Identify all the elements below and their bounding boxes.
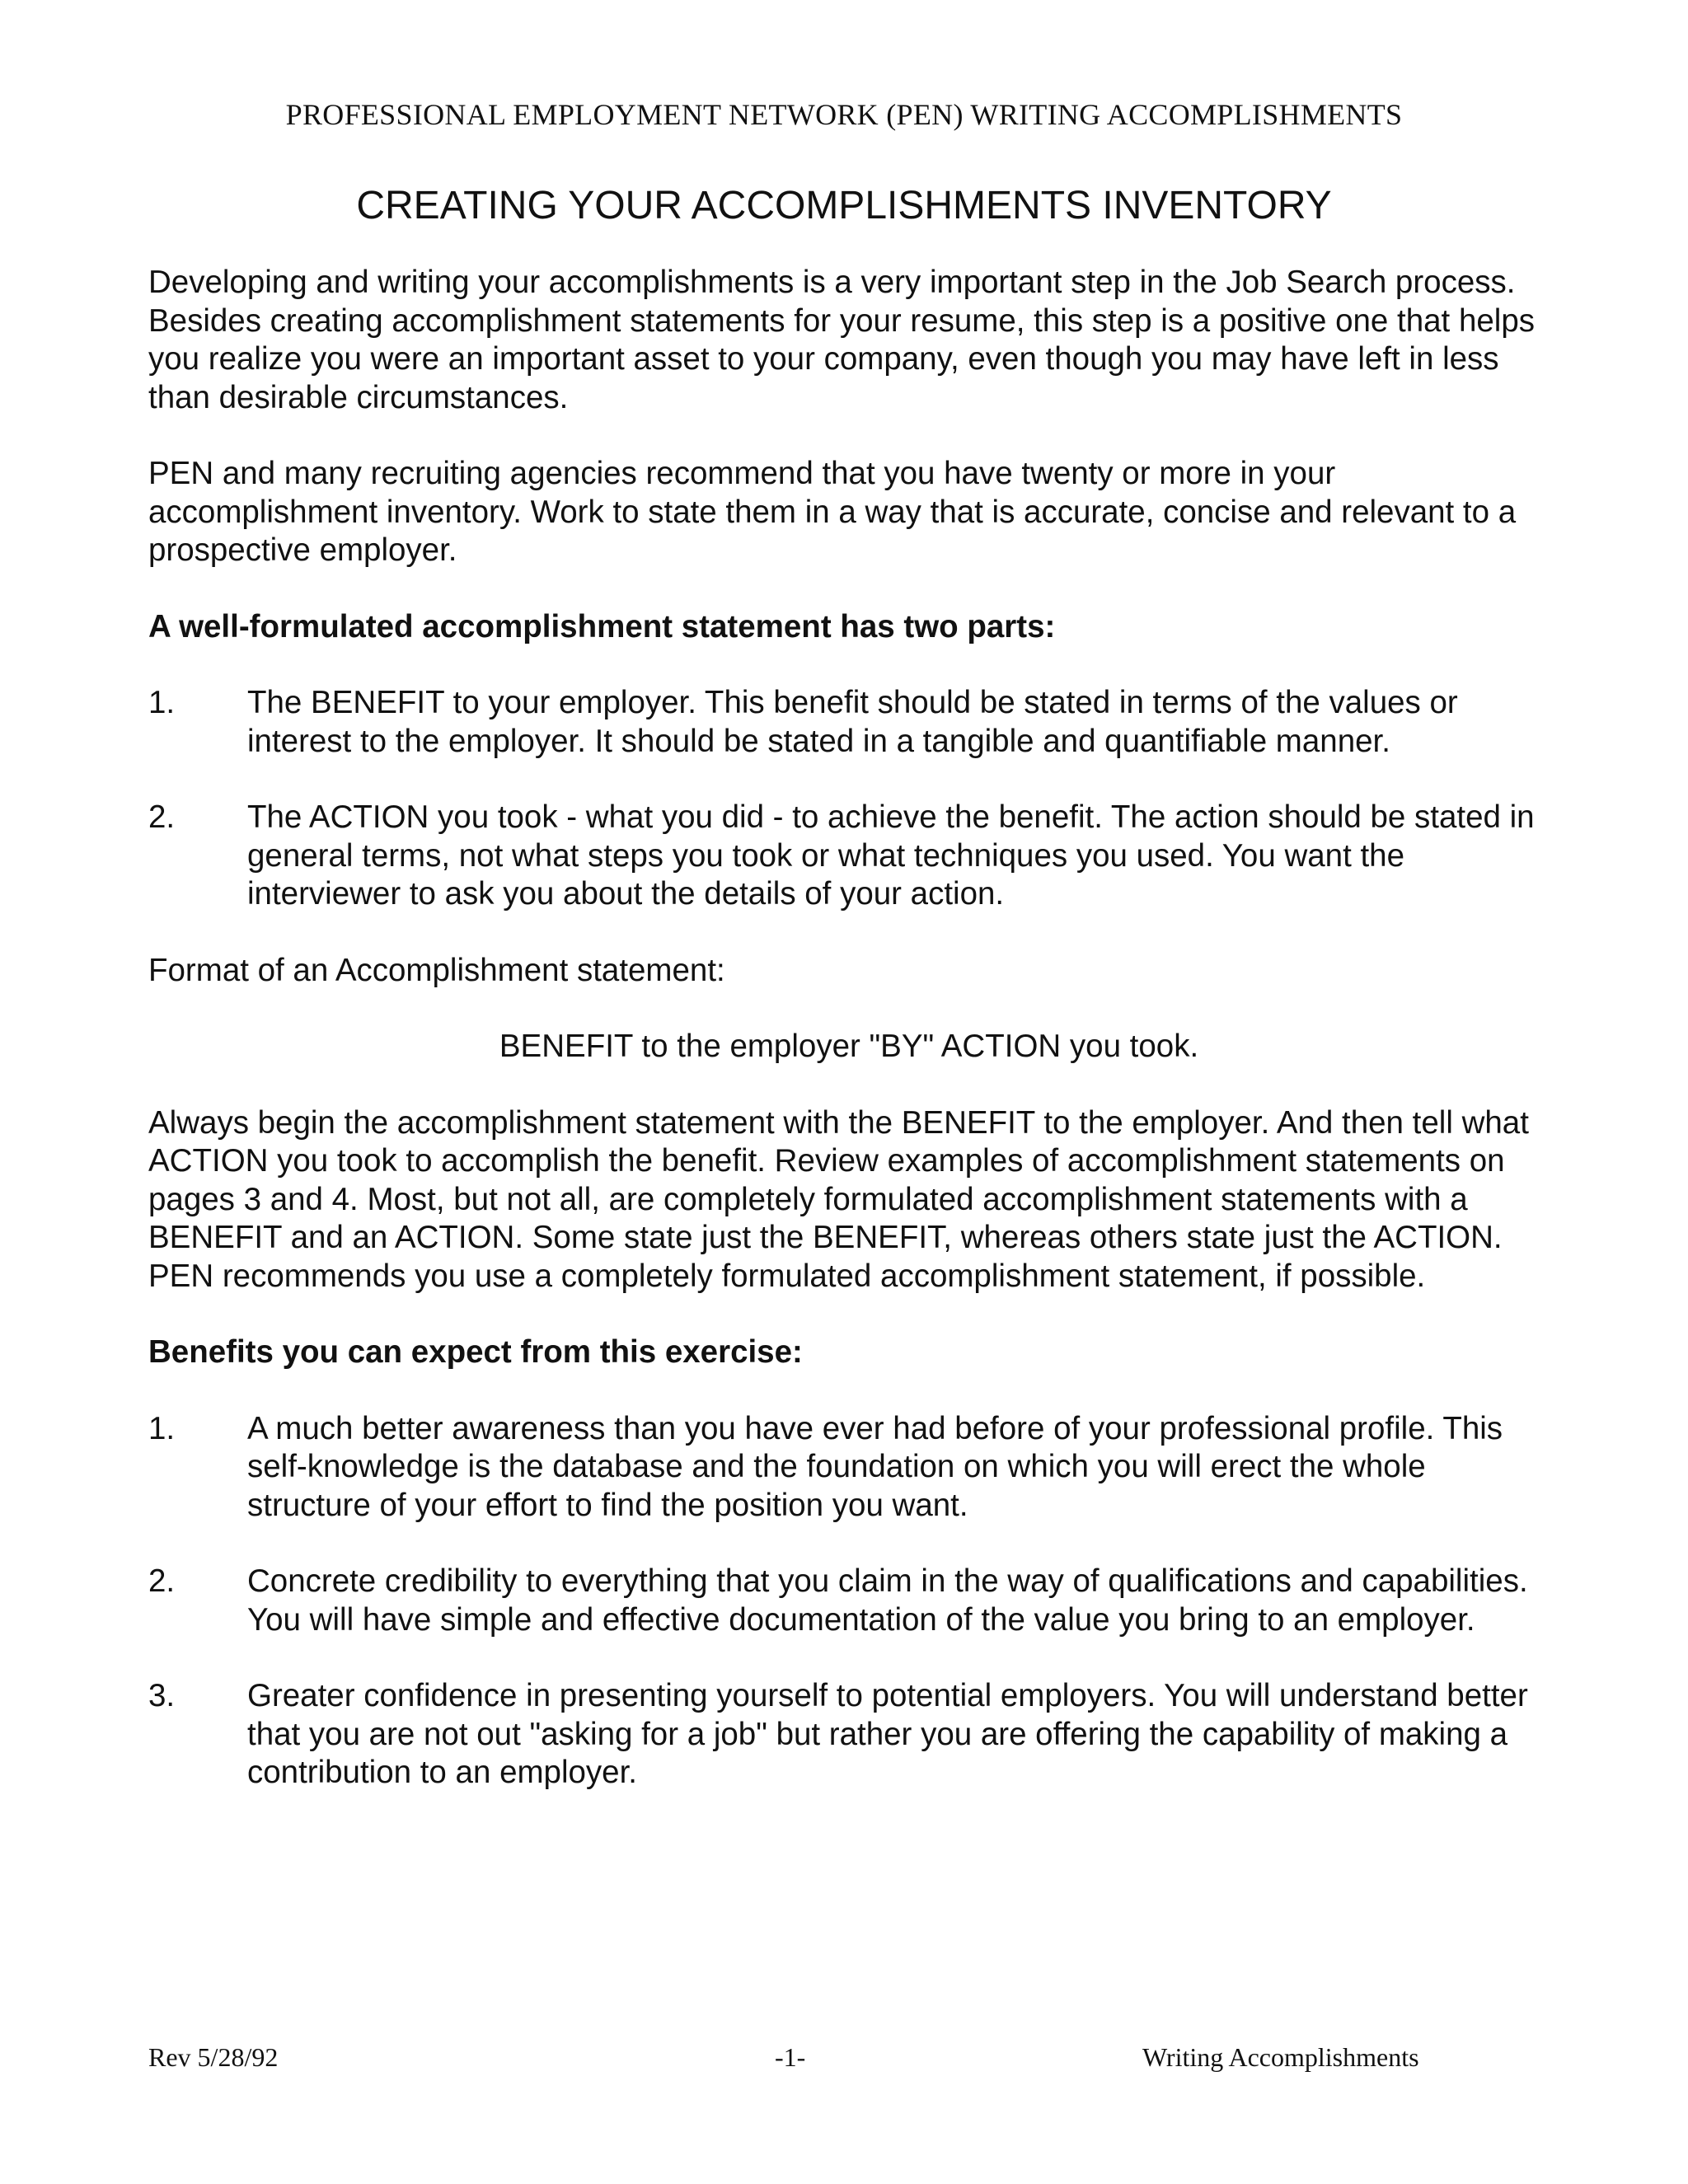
list-item-number: 2. bbox=[148, 1563, 176, 1599]
format-explanation: Always begin the accomplishment statement with the BENEFIT to the employer. And then tell what ACTION you took to accomplish the benefit. Review examples of accomplishment statements on pages 3 and 4. Most, but not all, are completely formulated accomplishment statements with a BENEFIT and an ACTION. Some state just the BENEFIT, whereas others state just the ACTION. PEN recommends you use a completely formulated accomplishment statement, if possible. bbox=[148, 1104, 1529, 1294]
two-parts-heading: A well-formulated accomplishment statement has two parts: bbox=[148, 608, 1056, 644]
footer-document-name: Writing Accomplishments bbox=[1142, 2042, 1419, 2072]
intro-paragraph-2: PEN and many recruiting agencies recommend that you have twenty or more in your accomplishment inventory. Work to state them in a way that is accurate, concise and relevant to a prospective employer. bbox=[148, 456, 1517, 568]
list-item-text: The BENEFIT to your employer. This benefit should be stated in terms of the values or interest to the employer. It should be stated in a tangible and quantifiable manner. bbox=[247, 685, 1458, 759]
list-item-number: 2. bbox=[148, 799, 176, 835]
format-formula: BENEFIT to the employer "BY" ACTION you took. bbox=[499, 1029, 1199, 1064]
list-item-text: Greater confidence in presenting yourself to potential employers. You will understand better that you are not out "asking for a job" but rather you are offering the capability of making a contribution to an employer. bbox=[247, 1678, 1528, 1790]
page-title: CREATING YOUR ACCOMPLISHMENTS INVENTORY bbox=[356, 184, 1332, 227]
footer-revision: Rev 5/28/92 bbox=[148, 2042, 279, 2072]
list-item bbox=[148, 1563, 1550, 1639]
benefits-heading: Benefits you can expect from this exercise: bbox=[148, 1334, 803, 1370]
list-item-number: 1. bbox=[148, 685, 176, 720]
list-item-number: 1. bbox=[148, 1410, 176, 1446]
list-item bbox=[148, 799, 1550, 914]
list-item-text: Concrete credibility to everything that you claim in the way of qualifications and capabilities. You will have simple and effective documentation of the value you bring to an employer. bbox=[247, 1563, 1528, 1638]
list-item-number: 3. bbox=[148, 1678, 176, 1713]
format-label: Format of an Accomplishment statement: bbox=[148, 952, 725, 988]
list-item-text: A much better awareness than you have ever had before of your professional profile. This self-knowledge is the database and the foundation on which you will erect the whole structure of your effort to find the position you want. bbox=[247, 1410, 1503, 1523]
list-item-text: The ACTION you took - what you did - to achieve the benefit. The action should be stated in general terms, not what steps you took or what techniques you used. You want the interviewer to ask you about the details of your action. bbox=[247, 799, 1535, 912]
list-item bbox=[148, 1677, 1550, 1793]
document-body bbox=[148, 264, 1550, 1830]
footer-page-number: -1- bbox=[775, 2042, 806, 2072]
intro-paragraph-1: Developing and writing your accomplishments is a very important step in the Job Search process. Besides creating accomplishment statements for your resume, this step is a positive one that helps you realize you were an important asset to your company, even though you may have left in less than desirable circumstances. bbox=[148, 265, 1535, 415]
running-header: PROFESSIONAL EMPLOYMENT NETWORK (PEN) WRITING ACCOMPLISHMENTS bbox=[285, 98, 1403, 131]
list-item bbox=[148, 1410, 1550, 1526]
list-item bbox=[148, 684, 1550, 761]
